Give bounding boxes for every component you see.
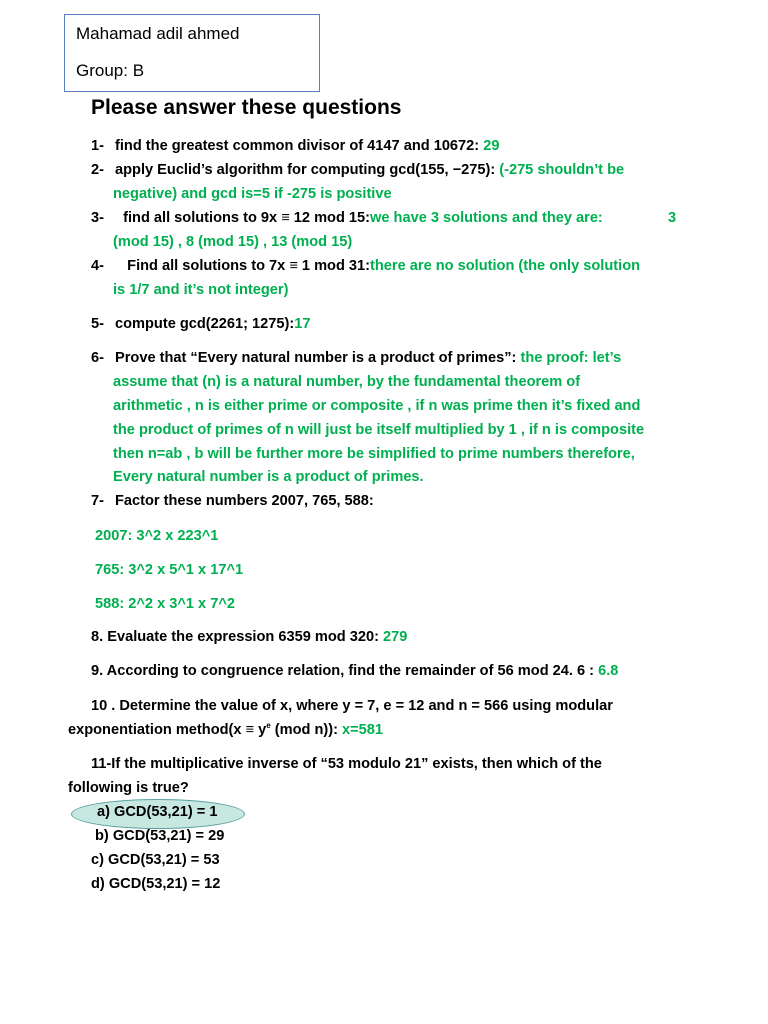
- question-2: 2- apply Euclid’s algorithm for computing gcd(155, −275): (-275 shouldn’t be: [91, 162, 625, 178]
- answer-10: x=581: [342, 722, 384, 738]
- answer-2-line-2: negative) and gcd is=5 if -275 is positive: [113, 186, 392, 202]
- question-8: 8. Evaluate the expression 6359 mod 320: 279: [91, 629, 408, 645]
- student-info-box: [64, 14, 320, 92]
- option-d: d) GCD(53,21) = 12: [91, 876, 221, 892]
- answer-7-item-1: 2007: 3^2 x 223^1: [95, 528, 219, 544]
- answer-6-line-1: the proof: let’s: [520, 350, 622, 366]
- page-title: Please answer these questions: [91, 96, 402, 119]
- answer-4-line-2: is 1/7 and it’s not integer): [113, 282, 289, 298]
- question-9: 9. According to congruence relation, find the remainder of 56 mod 24. 6 : 6.8: [91, 663, 619, 679]
- answer-2-line-1: (-275 shouldn’t be: [499, 162, 625, 178]
- answer-6-line-3: arithmetic , n is either prime or composite , if n was prime then it’s fixed and: [113, 398, 641, 414]
- question-6: 6- Prove that “Every natural number is a product of primes”: the proof: let’s: [91, 350, 622, 366]
- question-11-line-2: following is true?: [68, 780, 189, 796]
- answer-3-line-1-end: 3: [668, 210, 677, 226]
- answer-6-line-5: then n=ab , b will be further more be simplified to prime numbers therefore,: [113, 446, 635, 462]
- question-4: 4- Find all solutions to 7x ≡ 1 mod 31:there are no solution (the only solution: [91, 258, 641, 274]
- answer-1: 29: [483, 138, 500, 154]
- option-a: a) GCD(53,21) = 1: [97, 804, 218, 820]
- answer-8: 279: [383, 629, 408, 645]
- answer-6-line-2: assume that (n) is a natural number, by the fundamental theorem of: [113, 374, 581, 390]
- answer-3-line-1: we have 3 solutions and they are:: [370, 210, 603, 226]
- question-10-line-1: 10 . Determine the value of x, where y = 7, e = 12 and n = 566 using modular: [91, 698, 613, 714]
- student-name: Mahamad adil ahmed: [76, 24, 240, 43]
- answer-4-line-1: there are no solution (the only solution: [370, 258, 641, 274]
- answer-7-item-2: 765: 3^2 x 5^1 x 17^1: [95, 562, 244, 578]
- answer-6-line-6: Every natural number is a product of primes.: [113, 469, 424, 485]
- option-b: b) GCD(53,21) = 29: [95, 828, 225, 844]
- answer-5: 17: [294, 316, 311, 332]
- option-c: c) GCD(53,21) = 53: [91, 852, 220, 868]
- question-7: 7- Factor these numbers 2007, 765, 588:: [91, 493, 374, 509]
- student-group: Group: B: [76, 61, 145, 80]
- answer-7-item-3: 588: 2^2 x 3^1 x 7^2: [95, 596, 235, 612]
- answer-3-line-2: (mod 15) , 8 (mod 15) , 13 (mod 15): [113, 234, 353, 250]
- question-5: 5- compute gcd(2261; 1275):17: [91, 316, 311, 332]
- question-3: 3- find all solutions to 9x ≡ 12 mod 15:we have 3 solutions and they are:: [91, 210, 603, 226]
- answer-9: 6.8: [598, 663, 619, 679]
- question-10-line-2: exponentiation method(x ≡ $y^e$ (mod n)): x=581: [68, 721, 384, 738]
- question-1: 1- find the greatest common divisor of 4147 and 10672: 29: [91, 138, 500, 154]
- answer-6-line-4: the product of primes of n will just be itself multiplied by 1 , if n is composite: [113, 422, 645, 438]
- question-11-line-1: 11-If the multiplicative inverse of “53 modulo 21” exists, then which of the: [91, 756, 602, 772]
